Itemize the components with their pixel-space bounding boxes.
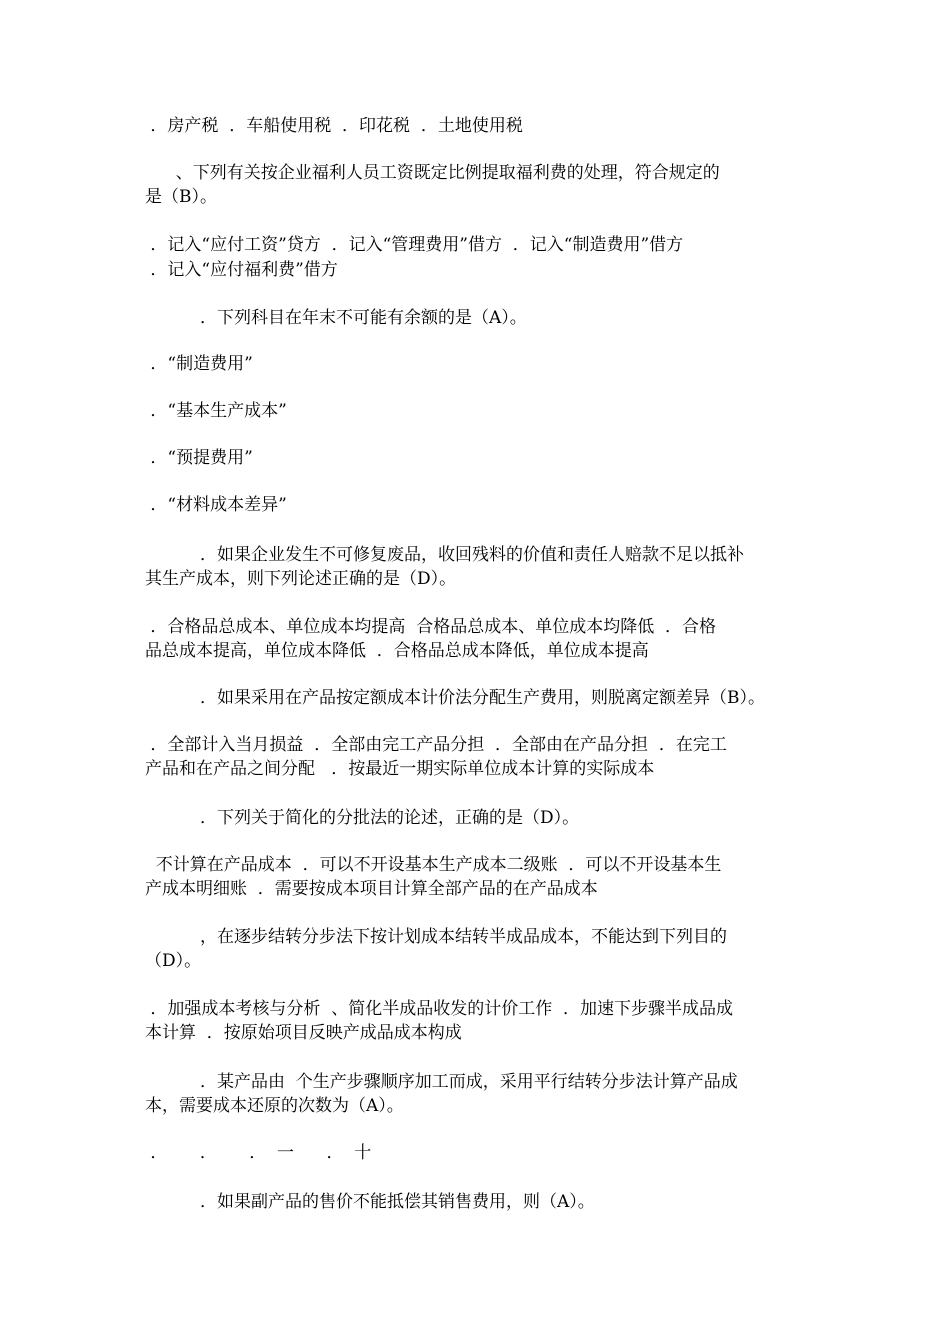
- text-line-option-accrued: ．“预提费用”: [145, 448, 253, 468]
- text-line-option-material-variance: ．“材料成本差异”: [145, 495, 287, 515]
- text-line-question-accounts: ．下列科目在年末不可能有余额的是（A）。: [200, 308, 527, 328]
- text-line-question-quota: ．如果采用在产品按定额成本计价法分配生产费用，则脱离定额差异（B）。: [200, 688, 765, 708]
- text-line-option-manufacturing: ．“制造费用”: [145, 354, 253, 374]
- text-line-options-stepwise: ．加强成本考核与分析 、简化半成品收发的计价工作 ．加速下步骤半成品成: [145, 999, 734, 1019]
- text-line-question-batch: ．下列关于简化的分批法的论述，正确的是（D）。: [200, 808, 580, 828]
- text-line-question-stepwise-cont: （D）。: [145, 951, 202, 971]
- text-line-options-welfare-cont: ．记入“应付福利费”借方: [145, 260, 338, 280]
- text-line-question-welfare: 、下列有关按企业福利人员工资既定比例提取福利费的处理，符合规定的: [165, 163, 720, 183]
- text-line-question-scrap-cont: 其生产成本，则下列论述正确的是（D）。: [145, 569, 457, 589]
- text-line-options-batch-cont: 产成本明细账 ．需要按成本项目计算全部产品的在产品成本: [145, 879, 598, 899]
- text-line-options-scrap-cont: 品总成本提高，单位成本降低 ．合格品总成本降低，单位成本提高: [145, 641, 649, 661]
- text-line-options-welfare: ．记入“应付工资”贷方 ．记入“管理费用”借方 ．记入“制造费用”借方: [145, 235, 684, 255]
- text-line-question-byproduct: ．如果副产品的售价不能抵偿其销售费用，则（A）。: [200, 1192, 595, 1212]
- text-line-options-stepwise-cont: 本计算 ．按原始项目反映产成品成本构成: [145, 1023, 462, 1043]
- text-line-question-welfare-cont: 是（B）。: [145, 187, 217, 207]
- text-line-question-restoration: ．某产品由 个生产步骤顺序加工而成，采用平行结转分步法计算产品成: [200, 1072, 738, 1092]
- text-line-option-basic-production: ．“基本生产成本”: [145, 401, 287, 421]
- text-line-question-stepwise: ，在逐步结转分步法下按计划成本结转半成品成本，不能达到下列目的: [200, 927, 727, 947]
- text-line-options-quota: ．全部计入当月损益 ．全部由完工产品分担 ．全部由在产品分担 ．在完工: [145, 735, 727, 755]
- text-line-options-scrap: ．合格品总成本、单位成本均提高 合格品总成本、单位成本均降低 ．合格: [145, 617, 717, 637]
- text-line-question-restoration-cont: 本，需要成本还原的次数为（A）。: [145, 1096, 404, 1116]
- text-line-question-scrap: ．如果企业发生不可修复废品，收回残料的价值和责任人赔款不足以抵补: [200, 545, 744, 565]
- text-line-options-taxes: ．房产税 ．车船使用税 ．印花税 ．土地使用税: [145, 116, 523, 136]
- text-line-options-restoration: ． ． ． 一 ． 十: [145, 1143, 372, 1163]
- text-line-options-quota-cont: 产品和在产品之间分配 ．按最近一期实际单位成本计算的实际成本: [145, 759, 655, 779]
- text-line-options-batch: 不计算在产品成本 ．可以不开设基本生产成本二级账 ．可以不开设基本生: [145, 855, 722, 875]
